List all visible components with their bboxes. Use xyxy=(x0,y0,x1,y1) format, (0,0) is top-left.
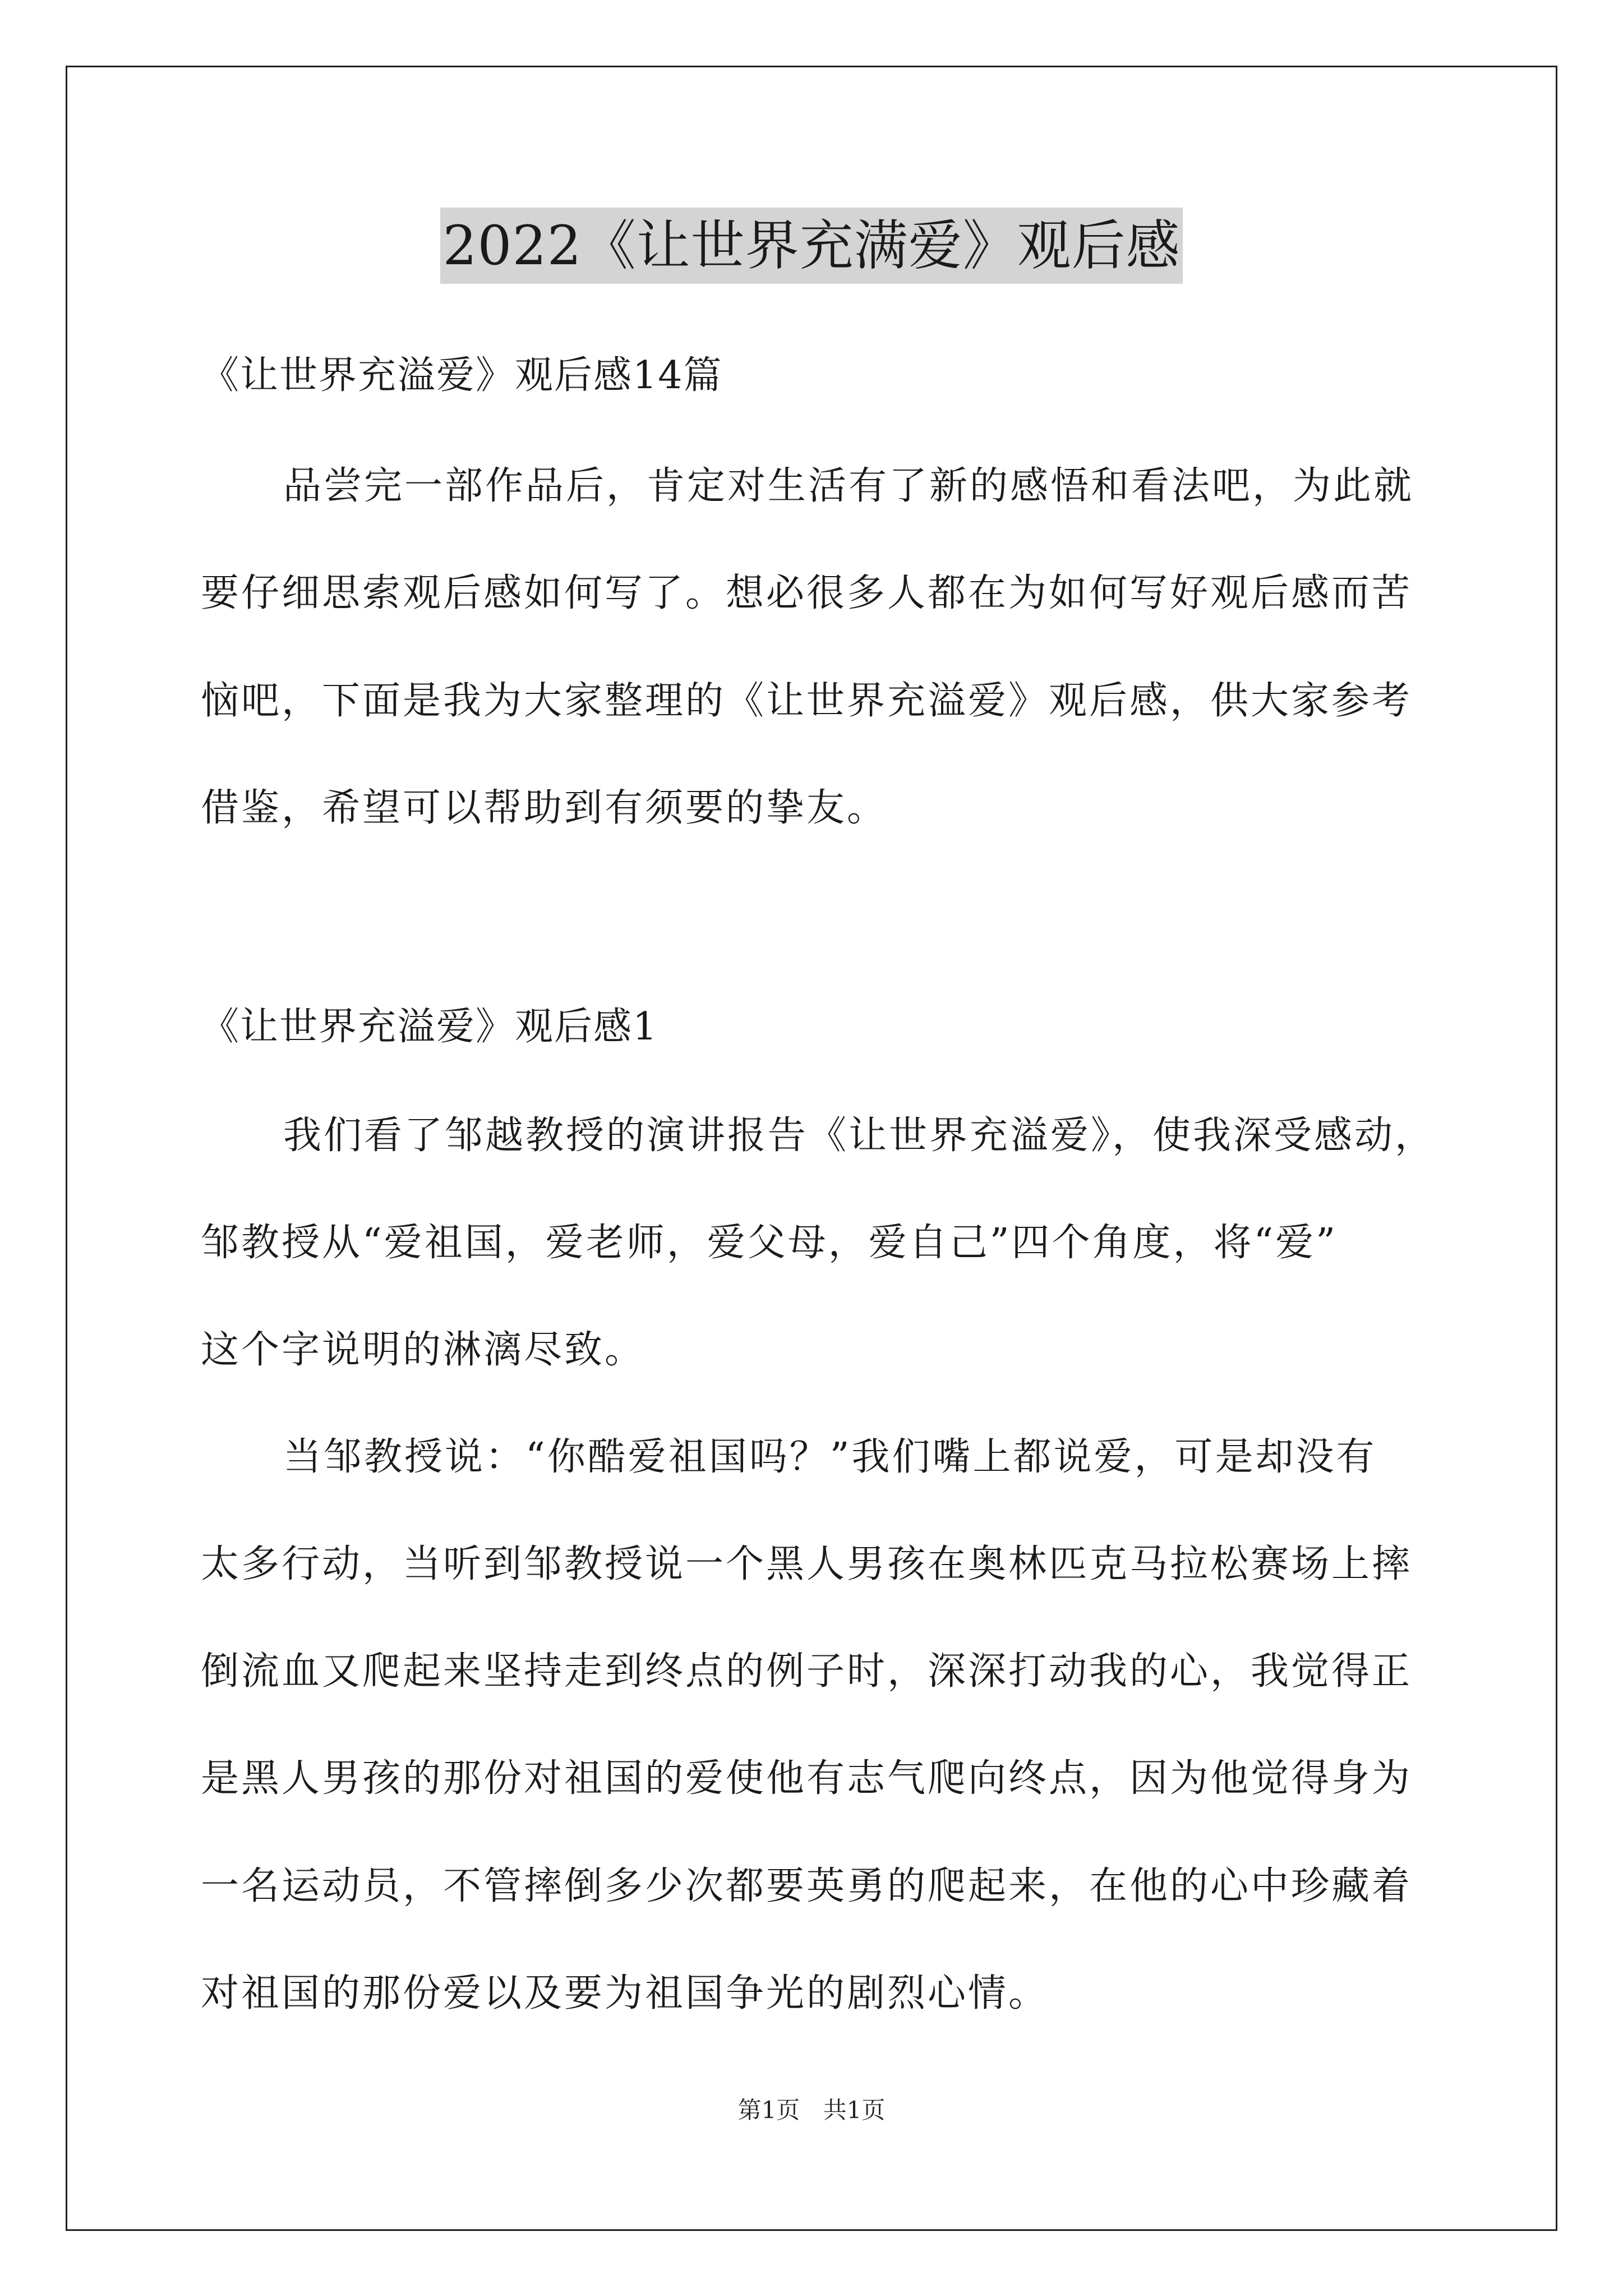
intro-line: 品尝完一部作品后，肯定对生活有了新的感悟和看法吧，为此就 xyxy=(283,464,1414,508)
section-heading: 《让世界充溢爱》观后感1 xyxy=(201,1005,658,1049)
page-total: 共1页 xyxy=(823,2096,886,2124)
page-footer xyxy=(0,2096,1623,2125)
paragraph-line: 我们看了邹越教授的演讲报告《让世界充溢爱》，使我深受感动， xyxy=(283,1114,1436,1158)
paragraph-line: 倒流血又爬起来坚持走到终点的例子时，深深打动我的心，我觉得正 xyxy=(201,1649,1413,1694)
paragraph-line: 一名运动员，不管摔倒多少次都要英勇的爬起来，在他的心中珍藏着 xyxy=(201,1864,1413,1908)
intro-line: 借鉴，希望可以帮助到有须要的挚友。 xyxy=(201,786,888,830)
paragraph-line: 这个字说明的淋漓尽致。 xyxy=(201,1328,645,1372)
document-title: 2022《让世界充满爱》观后感 xyxy=(440,208,1182,284)
title-container xyxy=(0,208,1623,284)
paragraph-line: 邹教授从“爱祖国，爱老师，爱父母，爱自己”四个角度，将“爱” xyxy=(201,1221,1338,1265)
paragraph-line: 对祖国的那份爱以及要为祖国争光的剧烈心情。 xyxy=(201,1971,1049,2016)
intro-line: 要仔细思索观后感如何写了。想必很多人都在为如何写好观后感而苦 xyxy=(201,571,1413,615)
paragraph-line: 当邹教授说：“你酷爱祖国吗？”我们嘴上都说爱，可是却没有 xyxy=(283,1435,1377,1479)
document-subtitle: 《让世界充溢爱》观后感14篇 xyxy=(201,353,723,398)
paragraph-line: 是黑人男孩的那份对祖国的爱使他有志气爬向终点，因为他觉得身为 xyxy=(201,1756,1413,1801)
page-number: 第1页 xyxy=(737,2096,800,2124)
intro-line: 恼吧，下面是我为大家整理的《让世界充溢爱》观后感，供大家参考 xyxy=(201,679,1413,723)
paragraph-line: 太多行动，当听到邹教授说一个黑人男孩在奥林匹克马拉松赛场上摔 xyxy=(201,1542,1413,1586)
